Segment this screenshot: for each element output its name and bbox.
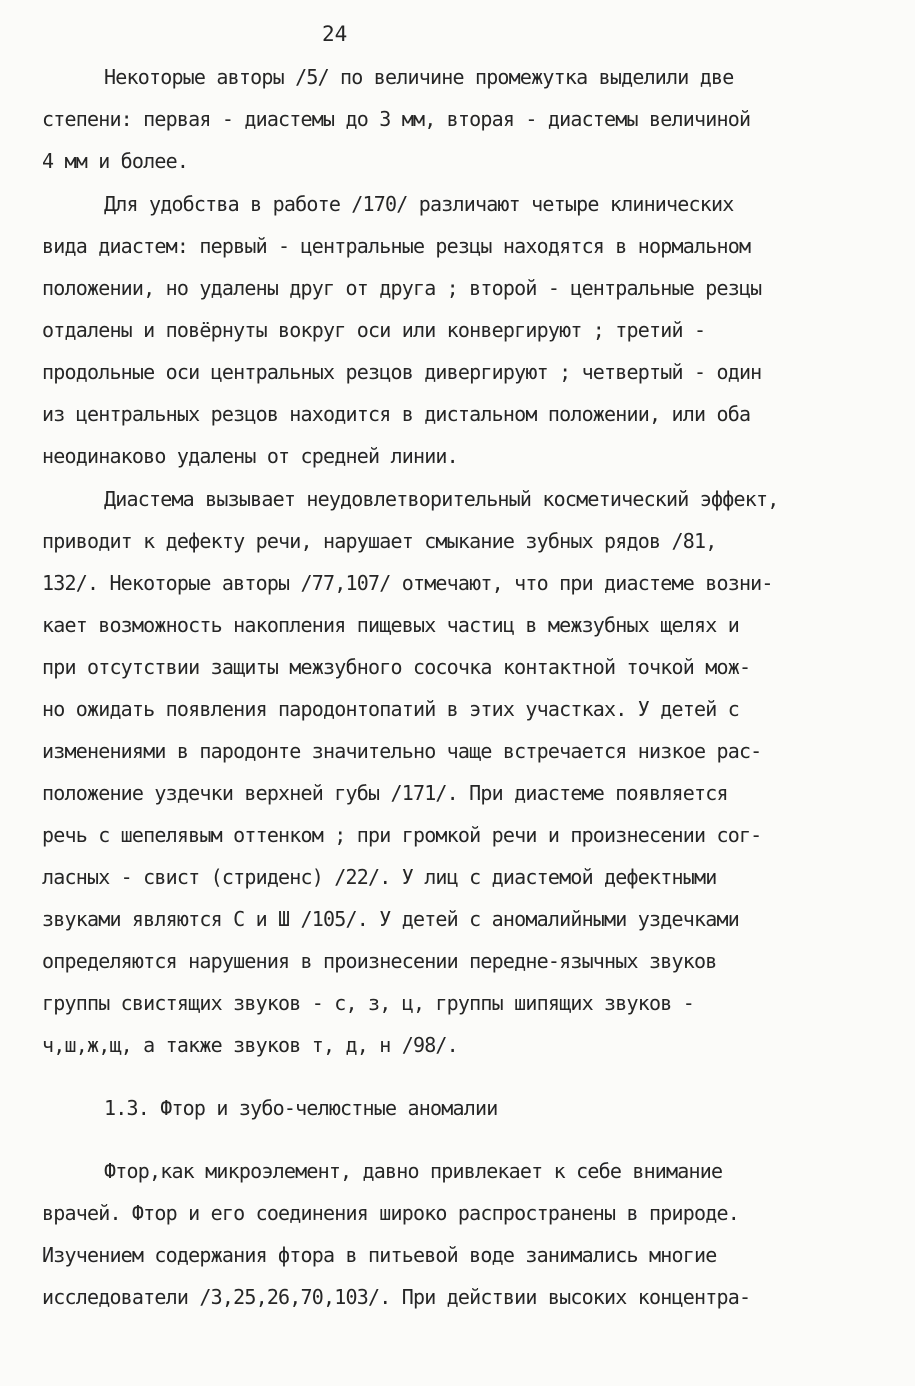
paragraph-line: при отсутствии защиты межзубного сосочка контактной точкой мож- (42, 655, 751, 679)
paragraph-line: изменениями в пародонте значительно чаще встречается низкое рас- (42, 739, 762, 763)
section-heading: 1.3. Фтор и зубо-челюстные аномалии (104, 1096, 498, 1120)
paragraph-line: врачей. Фтор и его соединения широко распространены в природе. (42, 1201, 739, 1225)
paragraph-line: Изучением содержания фтора в питьевой воде занимались многие (42, 1243, 717, 1267)
paragraph-line: из центральных резцов находится в дистальном положении, или оба (42, 402, 751, 426)
paragraph-line: Некоторые авторы /5/ по величине промежутка выделили две (104, 65, 734, 89)
paragraph-line: отдалены и повёрнуты вокруг оси или конвергируют ; третий - (42, 318, 706, 342)
paragraph-line: 132/. Некоторые авторы /77,107/ отмечают, что при диастеме возни- (42, 571, 773, 595)
paragraph-line: речь с шепелявым оттенком ; при громкой речи и произнесении сог- (42, 823, 762, 847)
paragraph-line: положение уздечки верхней губы /171/. При диастеме появляется (42, 781, 728, 805)
paragraph-line: исследователи /3,25,26,70,103/. При действии высоких концентра- (42, 1285, 751, 1309)
paragraph-line: Диастема вызывает неудовлетворительный косметический эффект, (104, 487, 779, 511)
paragraph-line: степени: первая - диастемы до 3 мм, вторая - диастемы величиной (42, 107, 751, 131)
paragraph-line: Для удобства в работе /170/ различают четыре клинических (104, 192, 734, 216)
paragraph-line: кает возможность накопления пищевых частиц в межзубных щелях и (42, 613, 739, 637)
paragraph-line: неодинаково удалены от средней линии. (42, 444, 458, 468)
paragraph-line: 4 мм и более. (42, 149, 189, 173)
page-number: 24 (322, 22, 348, 46)
paragraph-line: положении, но удалены друг от друга ; второй - центральные резцы (42, 276, 762, 300)
paragraph-line: приводит к дефекту речи, нарушает смыкание зубных рядов /81, (42, 529, 717, 553)
paragraph-line: продольные оси центральных резцов дивергируют ; четвертый - один (42, 360, 762, 384)
paragraph-line: но ожидать появления пародонтопатий в этих участках. У детей с (42, 697, 739, 721)
paragraph-line: ласных - свист (стриденс) /22/. У лиц с диастемой дефектными (42, 865, 717, 889)
paragraph-line: вида диастем: первый - центральные резцы находятся в нормальном (42, 234, 751, 258)
paragraph-line: ч,ш,ж,щ, а также звуков т, д, н /98/. (42, 1033, 458, 1057)
paragraph-line: определяются нарушения в произнесении передне-язычных звуков (42, 949, 717, 973)
paragraph-line: группы свистящих звуков - с, з, ц, группы шипящих звуков - (42, 991, 694, 1015)
paragraph-line: звуками являются С и Ш /105/. У детей с аномалийными уздечками (42, 907, 739, 931)
paragraph-line: Фтор,как микроэлемент, давно привлекает к себе внимание (104, 1159, 723, 1183)
